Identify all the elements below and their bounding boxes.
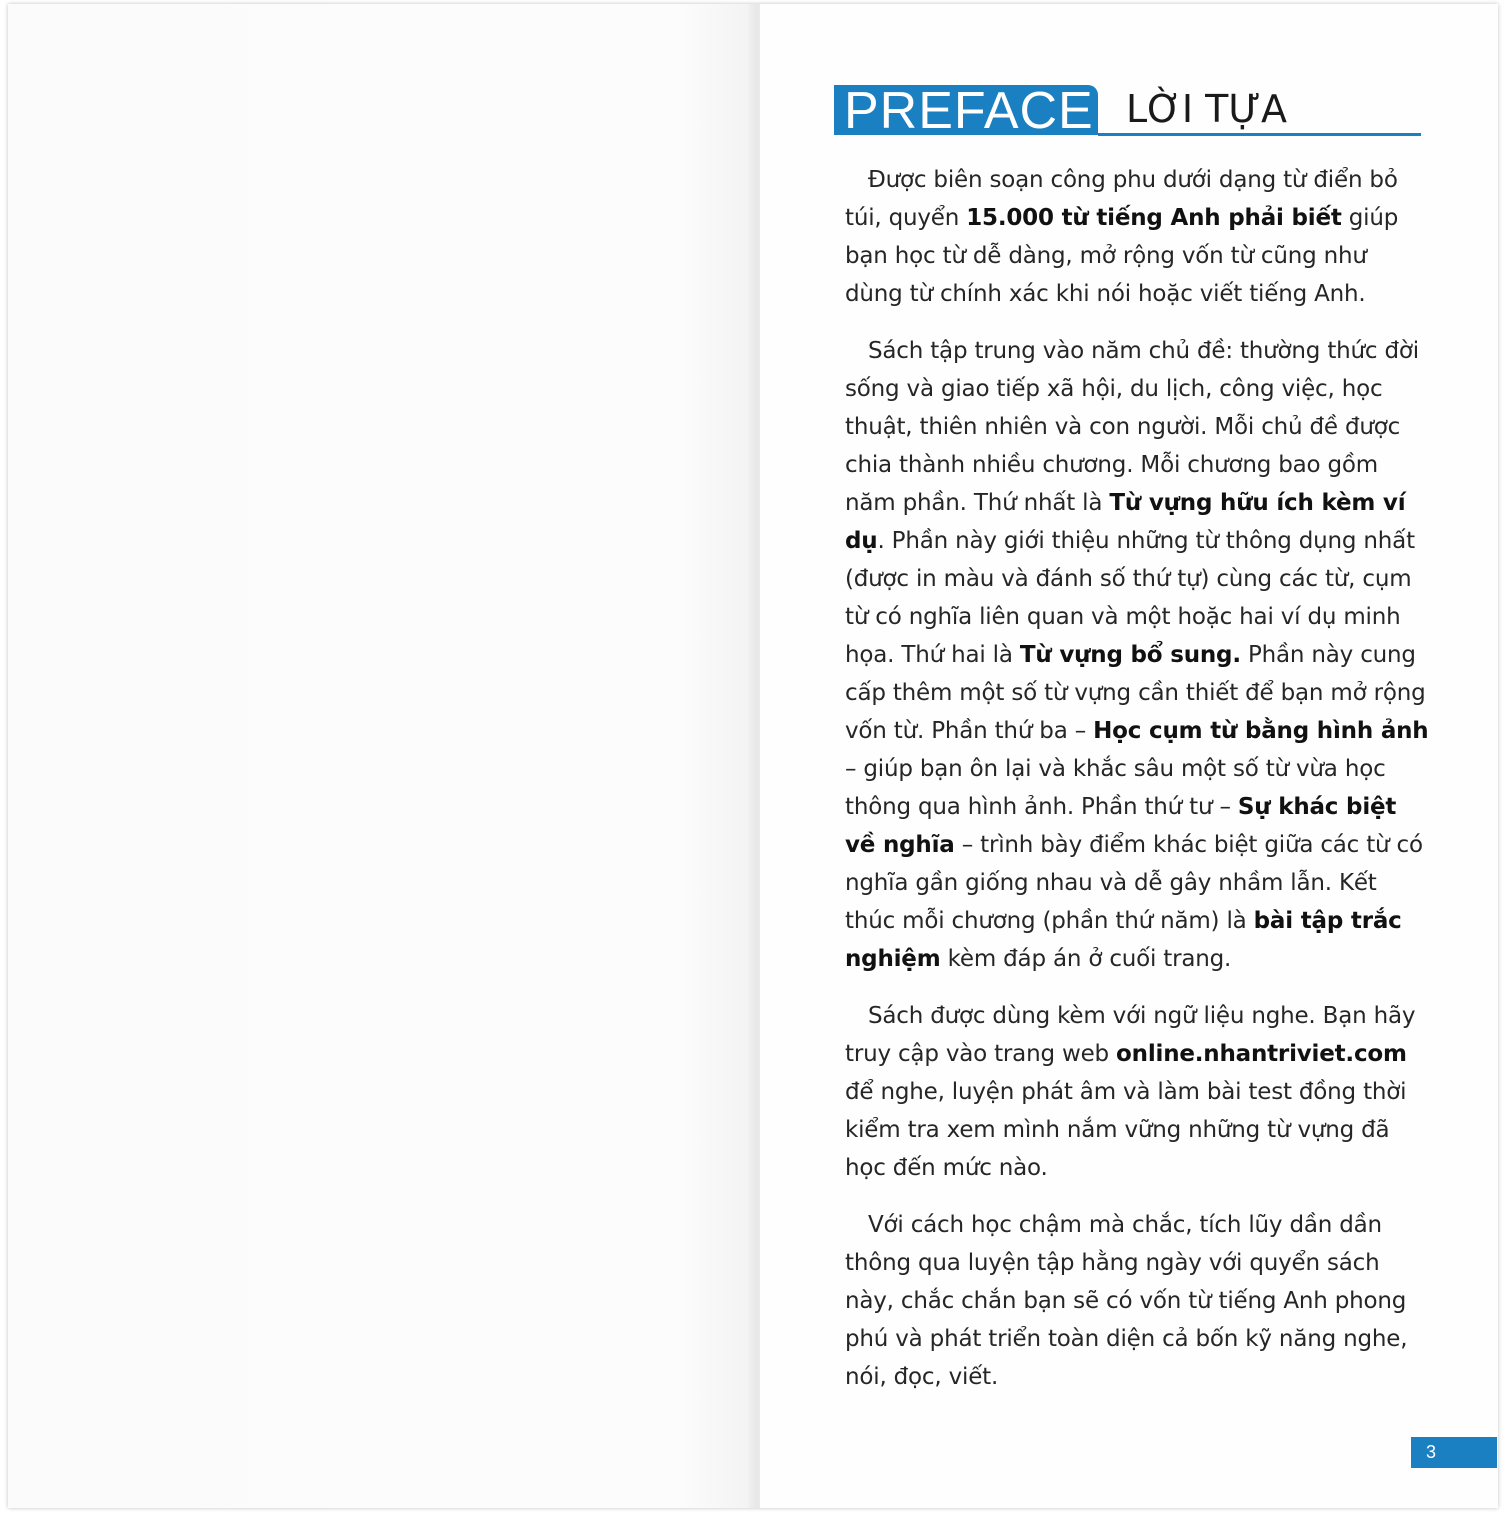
text-run: – trình bày điểm khác biệt giữa các từ có nghĩa gần giống nhau và dễ gây nhầm lẫn. Kết thúc mỗi chương (phần thứ năm) là [845,832,1423,934]
bold-phrase: online.nhantriviet.com [1116,1041,1407,1067]
text-run: Với cách học chậm mà chắc, tích lũy dần dần thông qua luyện tập hằng ngày với quyển sách này, chắc chắn bạn sẽ có vốn từ tiếng Anh phong phú và phát triển toàn diện cả bốn kỹ năng nghe, nói, đọc, viết. [845,1212,1408,1390]
text-run: Phần này cung cấp thêm một số từ vựng cần thiết để bạn mở rộng vốn từ. Phần thứ ba – [845,642,1426,744]
paragraph-1 [845,161,1430,313]
paragraph-3 [845,997,1430,1187]
bold-phrase: Học cụm từ bằng hình ảnh [1093,718,1429,744]
text-run: Sách được dùng kèm với ngữ liệu nghe. Bạn hãy truy cập vào trang web [845,1003,1416,1067]
bold-phrase: Từ vựng bổ sung. [1019,642,1241,668]
text-run: – giúp bạn ôn lại và khắc sâu một số từ vừa học thông qua hình ảnh. Phần thứ tư – [845,756,1386,820]
text-run: giúp bạn học từ dễ dàng, mở rộng vốn từ cũng như dùng từ chính xác khi nói hoặc viết tiếng Anh. [845,205,1399,307]
paragraph-4 [845,1206,1430,1396]
section-header [834,84,1422,138]
bold-phrase: Sự khác biệt về nghĩa [845,794,1397,858]
text-run: Sách tập trung vào năm chủ đề: thường thức đời sống và giao tiếp xã hội, du lịch, công việc, học thuật, thiên nhiên và con người. Mỗi chủ đề được chia thành nhiều chương. Mỗi chương bao gồm năm phần. Thứ nhất là [845,338,1419,516]
bold-phrase: 15.000 từ tiếng Anh phải biết [966,205,1342,231]
preface-badge [834,82,1098,140]
preface-body [845,161,1430,1415]
page-title: LỜI TỰA [1126,87,1287,131]
text-run: Được biên soạn công phu dưới dạng từ điển bỏ túi, quyển [845,167,1398,231]
bold-phrase: bài tập trắc nghiệm [845,908,1402,972]
page-number: 3 [1411,1437,1497,1468]
preface-label: PREFACE [844,82,1094,140]
paragraph-2 [845,332,1430,978]
bold-phrase: Từ vựng hữu ích kèm ví dụ [845,490,1406,554]
text-run: kèm đáp án ở cuối trang. [940,946,1232,972]
text-run: để nghe, luyện phát âm và làm bài test đồng thời kiểm tra xem mình nắm vững những từ vựng đã học đến mức nào. [845,1079,1407,1181]
left-page [8,4,753,1508]
text-run: . Phần này giới thiệu những từ thông dụng nhất (được in màu và đánh số thứ tự) cùng các từ, cụm từ có nghĩa liên quan và một hoặc hai ví dụ minh họa. Thứ hai là [845,528,1415,668]
